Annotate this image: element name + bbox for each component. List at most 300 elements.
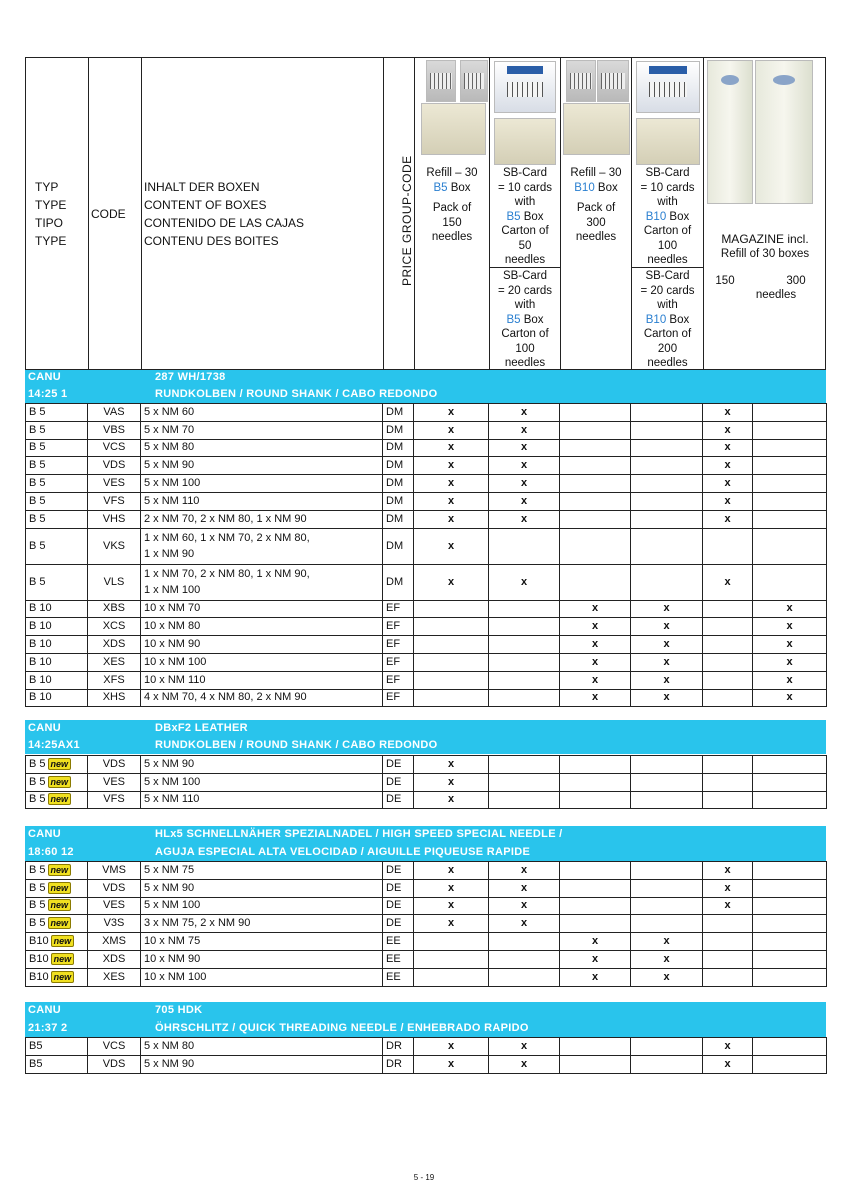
- typ-cell: [26, 457, 88, 475]
- price-group-cell: EE: [383, 968, 414, 986]
- mark-cell: x: [489, 421, 560, 439]
- new-badge: new: [48, 758, 72, 770]
- mark-cell: [631, 879, 703, 897]
- typ-value: B 5: [29, 477, 46, 490]
- typ-cell: [26, 756, 88, 774]
- typ-value: B10: [29, 970, 49, 983]
- divider: [383, 58, 384, 369]
- code-cell: XCS: [88, 618, 141, 636]
- typ-cell: [26, 897, 88, 915]
- mark-cell: x: [489, 457, 560, 475]
- content-cell: 5 x NM 80: [141, 1038, 383, 1056]
- mark-cell: [753, 439, 827, 457]
- table-row: [26, 404, 827, 422]
- content-cell: 5 x NM 60: [141, 404, 383, 422]
- section-table: [25, 861, 827, 987]
- typ-cell: [26, 791, 88, 809]
- typ-cell: [26, 404, 88, 422]
- price-group-cell: DM: [383, 439, 414, 457]
- mark-cell: [753, 773, 827, 791]
- typ-value: B10: [29, 952, 49, 965]
- mark-cell: [631, 457, 703, 475]
- mark-cell: [631, 1055, 703, 1073]
- mark-cell: x: [489, 1038, 560, 1056]
- price-group-cell: DM: [383, 421, 414, 439]
- typ-value: B 5: [29, 512, 46, 525]
- mark-cell: [703, 968, 753, 986]
- price-group-cell: DE: [383, 773, 414, 791]
- content-cell: 10 x NM 90: [141, 950, 383, 968]
- typ-value: B 5: [29, 441, 46, 454]
- typ-cell: [26, 1038, 88, 1056]
- mark-cell: [560, 915, 631, 933]
- table-row: [26, 879, 827, 897]
- mark-cell: [631, 862, 703, 880]
- typ-value: B 5: [29, 459, 46, 472]
- content-cell: 5 x NM 70: [141, 421, 383, 439]
- price-group-cell: DR: [383, 1038, 414, 1056]
- table-row: [26, 933, 827, 951]
- mark-cell: [560, 404, 631, 422]
- mark-cell: [631, 528, 703, 564]
- refill-pack-image: [563, 103, 630, 155]
- typ-value: B 5: [29, 899, 46, 912]
- mark-cell: [703, 618, 753, 636]
- mark-cell: x: [414, 492, 489, 510]
- mark-cell: x: [414, 510, 489, 528]
- code-cell: VMS: [88, 862, 141, 880]
- mark-cell: x: [703, 457, 753, 475]
- price-group-cell: EF: [383, 618, 414, 636]
- mark-cell: x: [753, 618, 827, 636]
- magazine-label: MAGAZINE incl. Refill of 30 boxes: [720, 232, 810, 260]
- mark-cell: [414, 636, 489, 654]
- mark-cell: [560, 862, 631, 880]
- code-cell: VDS: [88, 457, 141, 475]
- mark-cell: x: [414, 915, 489, 933]
- mark-cell: x: [560, 968, 631, 986]
- table-row: [26, 528, 827, 564]
- typ-value: B 5: [29, 539, 46, 552]
- code-cell: VDS: [88, 879, 141, 897]
- mark-cell: [631, 492, 703, 510]
- code-cell: XFS: [88, 671, 141, 689]
- mark-cell: [753, 404, 827, 422]
- mark-cell: [489, 600, 560, 618]
- typ-cell: [26, 653, 88, 671]
- table-row: [26, 671, 827, 689]
- code-cell: XES: [88, 653, 141, 671]
- typ-value: B10: [29, 935, 49, 948]
- typ-cell: [26, 528, 88, 564]
- code-cell: VES: [88, 475, 141, 493]
- mark-cell: x: [489, 510, 560, 528]
- table-row: [26, 439, 827, 457]
- content-cell: 5 x NM 100: [141, 475, 383, 493]
- mark-cell: [631, 564, 703, 600]
- mark-cell: x: [703, 421, 753, 439]
- mark-cell: x: [414, 862, 489, 880]
- sb-card-image: [494, 61, 556, 113]
- mark-cell: [753, 528, 827, 564]
- typ-cell: [26, 671, 88, 689]
- new-badge: new: [48, 899, 72, 911]
- mark-cell: x: [489, 492, 560, 510]
- mark-cell: x: [414, 457, 489, 475]
- content-cell: [141, 528, 383, 564]
- mark-cell: [560, 897, 631, 915]
- typ-cell: [26, 475, 88, 493]
- content-cell: 5 x NM 110: [141, 791, 383, 809]
- divider: [632, 267, 703, 268]
- content-cell: 5 x NM 90: [141, 1055, 383, 1073]
- mark-cell: x: [414, 773, 489, 791]
- refill-card-image: [426, 60, 456, 102]
- price-group-cell: DE: [383, 915, 414, 933]
- mark-cell: x: [414, 897, 489, 915]
- mark-cell: x: [631, 689, 703, 707]
- mark-cell: [631, 510, 703, 528]
- typ-value: B 10: [29, 673, 52, 686]
- table-row: [26, 564, 827, 600]
- sb-card-b5-10-label: SB-Card = 10 cards with B5 Box Carton of 50 needles: [497, 167, 553, 266]
- table-row: [26, 457, 827, 475]
- new-badge: new: [51, 971, 75, 983]
- table-row: [26, 950, 827, 968]
- new-badge: new: [48, 882, 72, 894]
- typ-cell: [26, 968, 88, 986]
- content-cell: 5 x NM 80: [141, 439, 383, 457]
- content-cell: 4 x NM 70, 4 x NM 80, 2 x NM 90: [141, 689, 383, 707]
- price-group-cell: DE: [383, 862, 414, 880]
- mark-cell: x: [631, 636, 703, 654]
- mark-cell: [414, 671, 489, 689]
- mark-cell: [560, 439, 631, 457]
- mark-cell: [753, 564, 827, 600]
- table-row: [26, 421, 827, 439]
- mark-cell: x: [631, 653, 703, 671]
- typ-cell: [26, 636, 88, 654]
- content-cell: 10 x NM 100: [141, 653, 383, 671]
- sb-card-image: [636, 61, 700, 113]
- content-cell: 10 x NM 70: [141, 600, 383, 618]
- content-cell: [141, 564, 383, 600]
- divider: [703, 58, 704, 369]
- mark-cell: [703, 653, 753, 671]
- sb-card-b10-10-label: SB-Card = 10 cards with B10 Box Carton of 100 needles: [640, 167, 695, 266]
- mark-cell: [753, 862, 827, 880]
- mark-cell: [631, 756, 703, 774]
- mark-cell: [703, 636, 753, 654]
- mark-cell: x: [753, 653, 827, 671]
- mark-cell: [631, 439, 703, 457]
- code-cell: VES: [88, 773, 141, 791]
- mark-cell: x: [753, 636, 827, 654]
- content-cell: 5 x NM 100: [141, 773, 383, 791]
- mark-cell: [703, 933, 753, 951]
- mark-cell: x: [753, 689, 827, 707]
- mark-cell: [489, 653, 560, 671]
- typ-cell: [26, 439, 88, 457]
- mark-cell: [703, 915, 753, 933]
- mark-cell: [703, 950, 753, 968]
- mark-cell: x: [753, 600, 827, 618]
- mark-cell: x: [489, 564, 560, 600]
- mark-cell: x: [703, 1055, 753, 1073]
- price-group-cell: DM: [383, 528, 414, 564]
- mark-cell: x: [703, 897, 753, 915]
- code-cell: VBS: [88, 421, 141, 439]
- typ-cell: [26, 492, 88, 510]
- price-group-cell: DM: [383, 564, 414, 600]
- magazine-image: [755, 60, 813, 204]
- mark-cell: x: [560, 636, 631, 654]
- mark-cell: [489, 791, 560, 809]
- mark-cell: [753, 457, 827, 475]
- mark-cell: [560, 528, 631, 564]
- mark-cell: [753, 950, 827, 968]
- mark-cell: [489, 618, 560, 636]
- table-row: [26, 773, 827, 791]
- mark-cell: [489, 636, 560, 654]
- mark-cell: [753, 1038, 827, 1056]
- code-cell: VDS: [88, 1055, 141, 1073]
- code-cell: VES: [88, 897, 141, 915]
- section-table: [25, 1037, 827, 1074]
- new-badge: new: [48, 776, 72, 788]
- typ-value: B 10: [29, 691, 52, 704]
- typ-cell: [26, 862, 88, 880]
- typ-value: B 10: [29, 602, 52, 615]
- code-cell: VKS: [88, 528, 141, 564]
- mark-cell: [703, 671, 753, 689]
- section-table: [25, 403, 827, 707]
- mark-cell: [560, 510, 631, 528]
- code-cell: VFS: [88, 492, 141, 510]
- table-header: [25, 57, 826, 370]
- mark-cell: [753, 510, 827, 528]
- mark-cell: [631, 791, 703, 809]
- mark-cell: x: [631, 618, 703, 636]
- mark-cell: x: [414, 475, 489, 493]
- mark-cell: x: [560, 600, 631, 618]
- mark-cell: [560, 475, 631, 493]
- code-cell: VLS: [88, 564, 141, 600]
- mark-cell: [631, 915, 703, 933]
- mark-cell: x: [631, 600, 703, 618]
- mark-cell: x: [703, 1038, 753, 1056]
- mark-cell: [560, 564, 631, 600]
- refill-b5-label: Refill – 30 B5 Box Pack of 150 needles: [426, 167, 478, 243]
- mark-cell: x: [489, 862, 560, 880]
- typ-value: B5: [29, 1057, 43, 1070]
- mark-cell: x: [631, 968, 703, 986]
- mark-cell: [560, 756, 631, 774]
- price-group-cell: EE: [383, 933, 414, 951]
- mark-cell: [753, 492, 827, 510]
- mark-cell: [631, 773, 703, 791]
- price-group-cell: DM: [383, 510, 414, 528]
- content-cell: 2 x NM 70, 2 x NM 80, 1 x NM 90: [141, 510, 383, 528]
- mark-cell: x: [560, 950, 631, 968]
- mark-cell: [489, 968, 560, 986]
- price-group-cell: DE: [383, 879, 414, 897]
- section-band: CANU 14:25 1 287 WH/1738 RUNDKOLBEN / ROUND SHANK / CABO REDONDO: [25, 370, 826, 403]
- typ-value: B 5: [29, 793, 46, 806]
- mark-cell: x: [414, 756, 489, 774]
- table-row: [26, 756, 827, 774]
- mark-cell: [753, 791, 827, 809]
- mark-cell: [489, 933, 560, 951]
- mark-cell: [753, 756, 827, 774]
- mark-cell: x: [489, 439, 560, 457]
- section-band: CANU 14:25AX1 DBxF2 LEATHER RUNDKOLBEN / ROUND SHANK / CABO REDONDO: [25, 720, 826, 754]
- mark-cell: x: [489, 404, 560, 422]
- table-row: [26, 1038, 827, 1056]
- mark-cell: x: [560, 933, 631, 951]
- mark-cell: [753, 421, 827, 439]
- content-line: 1 x NM 100: [144, 584, 201, 597]
- typ-cell: [26, 600, 88, 618]
- table-row: [26, 968, 827, 986]
- typ-value: B 5: [29, 775, 46, 788]
- mark-cell: x: [560, 618, 631, 636]
- mark-cell: x: [703, 404, 753, 422]
- typ-value: B 5: [29, 423, 46, 436]
- table-row: [26, 653, 827, 671]
- price-group-cell: DM: [383, 492, 414, 510]
- mark-cell: x: [414, 404, 489, 422]
- mark-cell: x: [489, 475, 560, 493]
- price-group-cell: EF: [383, 689, 414, 707]
- price-group-cell: DM: [383, 475, 414, 493]
- code-cell: VCS: [88, 439, 141, 457]
- new-badge: new: [48, 793, 72, 805]
- mark-cell: [414, 933, 489, 951]
- refill-card-image: [566, 60, 596, 102]
- content-line: 1 x NM 60, 1 x NM 70, 2 x NM 80,: [144, 532, 310, 545]
- mark-cell: [631, 404, 703, 422]
- code-cell: XDS: [88, 950, 141, 968]
- divider: [141, 58, 142, 369]
- code-cell: XDS: [88, 636, 141, 654]
- mark-cell: x: [703, 510, 753, 528]
- mark-cell: x: [414, 1038, 489, 1056]
- mark-cell: [414, 653, 489, 671]
- mark-cell: [489, 671, 560, 689]
- mark-cell: [753, 933, 827, 951]
- typ-header: TYP TYPE TIPO TYPE: [35, 180, 67, 248]
- new-badge: new: [48, 917, 72, 929]
- price-group-cell: DM: [383, 404, 414, 422]
- mark-cell: x: [560, 689, 631, 707]
- code-cell: V3S: [88, 915, 141, 933]
- typ-cell: [26, 421, 88, 439]
- table-row: [26, 636, 827, 654]
- mark-cell: x: [703, 879, 753, 897]
- code-cell: XES: [88, 968, 141, 986]
- typ-value: B 10: [29, 620, 52, 633]
- table-row: [26, 915, 827, 933]
- mark-cell: x: [414, 791, 489, 809]
- typ-value: B5: [29, 1039, 43, 1052]
- refill-pack-image: [421, 103, 486, 155]
- table-row: [26, 689, 827, 707]
- price-group-cell: EF: [383, 600, 414, 618]
- mark-cell: [753, 879, 827, 897]
- typ-value: B 5: [29, 881, 46, 894]
- mark-cell: [489, 773, 560, 791]
- mark-cell: [560, 791, 631, 809]
- refill-card-image: [460, 60, 488, 102]
- content-cell: 5 x NM 90: [141, 879, 383, 897]
- mark-cell: [560, 457, 631, 475]
- price-group-cell: DE: [383, 897, 414, 915]
- price-group-cell: EE: [383, 950, 414, 968]
- code-cell: XHS: [88, 689, 141, 707]
- mark-cell: [489, 756, 560, 774]
- typ-value: B 10: [29, 655, 52, 668]
- mark-cell: [631, 421, 703, 439]
- content-cell: 10 x NM 75: [141, 933, 383, 951]
- table-row: [26, 618, 827, 636]
- table-row: [26, 1055, 827, 1073]
- table-row: [26, 600, 827, 618]
- mark-cell: [753, 915, 827, 933]
- magazine-image: [707, 60, 753, 204]
- magazine-150: 150: [715, 275, 735, 287]
- divider: [88, 58, 89, 369]
- content-header: INHALT DER BOXEN CONTENT OF BOXES CONTENIDO DE LAS CAJAS CONTENU DES BOITES: [144, 180, 305, 248]
- typ-cell: [26, 618, 88, 636]
- mark-cell: [414, 618, 489, 636]
- code-cell: VFS: [88, 791, 141, 809]
- code-cell: XMS: [88, 933, 141, 951]
- typ-value: B 5: [29, 405, 46, 418]
- mark-cell: x: [703, 492, 753, 510]
- mark-cell: [489, 528, 560, 564]
- mark-cell: x: [489, 915, 560, 933]
- table-row: [26, 791, 827, 809]
- mark-cell: [560, 879, 631, 897]
- mark-cell: x: [703, 564, 753, 600]
- price-group-cell: DR: [383, 1055, 414, 1073]
- divider: [490, 267, 560, 268]
- price-group-cell: DE: [383, 756, 414, 774]
- code-cell: VHS: [88, 510, 141, 528]
- mark-cell: x: [631, 671, 703, 689]
- typ-value: B 5: [29, 863, 46, 876]
- mark-cell: [703, 689, 753, 707]
- mark-cell: x: [703, 439, 753, 457]
- new-badge: new: [51, 953, 75, 965]
- content-cell: 10 x NM 80: [141, 618, 383, 636]
- mark-cell: [703, 773, 753, 791]
- mark-cell: [703, 600, 753, 618]
- mark-cell: [414, 689, 489, 707]
- table-row: [26, 510, 827, 528]
- typ-value: B 5: [29, 757, 46, 770]
- mark-cell: x: [414, 421, 489, 439]
- code-cell: VAS: [88, 404, 141, 422]
- mark-cell: [560, 1055, 631, 1073]
- code-cell: VDS: [88, 756, 141, 774]
- page-number: 5 - 19: [413, 1173, 435, 1182]
- mark-cell: x: [631, 950, 703, 968]
- table-row: [26, 897, 827, 915]
- price-group-cell: DE: [383, 791, 414, 809]
- mark-cell: [631, 1038, 703, 1056]
